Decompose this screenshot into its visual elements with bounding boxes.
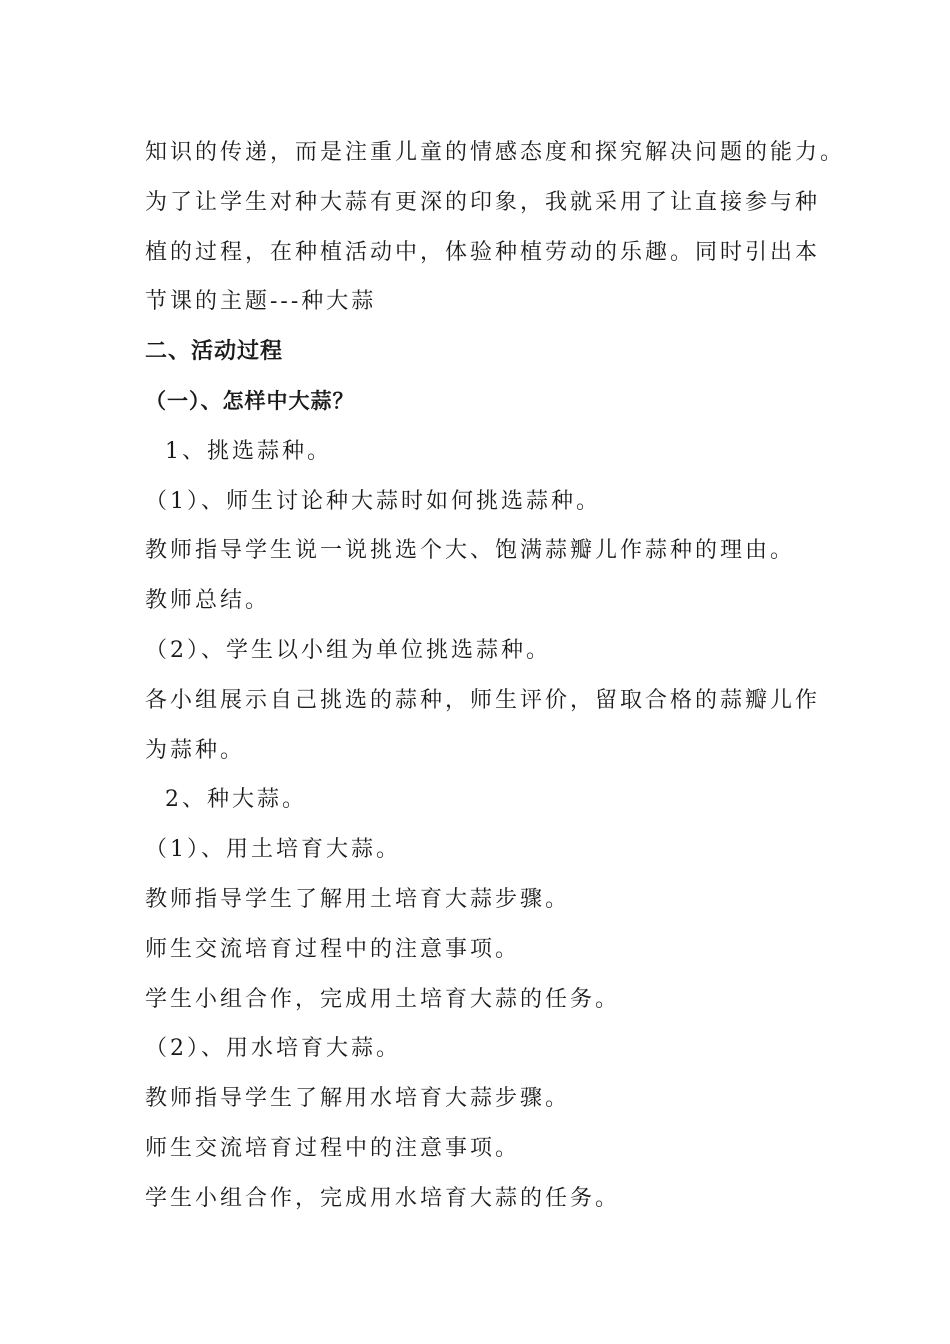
section-heading: 二、活动过程 <box>145 339 284 365</box>
paragraph-line: （2）、用水培育大蒜。 <box>145 1036 401 1062</box>
paragraph-line: 植的过程，在种植活动中，体验种植劳动的乐趣。同时引出本 <box>145 239 821 265</box>
paragraph-line: 教师指导学生了解用土培育大蒜步骤。 <box>145 886 571 912</box>
paragraph-line: 节课的主题---种大蒜 <box>145 289 377 315</box>
paragraph-line: 各小组展示自己挑选的蒜种，师生评价，留取合格的蒜瓣儿作 <box>145 687 821 713</box>
paragraph-line: 教师指导学生说一说挑选个大、饱满蒜瓣儿作蒜种的理由。 <box>145 538 796 564</box>
paragraph-line: 师生交流培育过程中的注意事项。 <box>145 1135 521 1161</box>
paragraph-line: 为了让学生对种大蒜有更深的印象，我就采用了让直接参与种 <box>145 189 821 215</box>
paragraph-line: （1）、用土培育大蒜。 <box>145 837 401 863</box>
document-body <box>145 128 846 1224</box>
paragraph-line: 为蒜种。 <box>145 737 246 763</box>
subsection-heading: （一）、怎样中大蒜？ <box>145 388 355 413</box>
paragraph-line: 教师指导学生了解用水培育大蒜步骤。 <box>145 1086 571 1112</box>
list-item: 1、挑选蒜种。 <box>165 438 332 464</box>
paragraph-line: 教师总结。 <box>145 588 271 614</box>
paragraph-line: 知识的传递，而是注重儿童的情感态度和探究解决问题的能力。 <box>145 140 846 165</box>
paragraph-line: 师生交流培育过程中的注意事项。 <box>145 936 521 962</box>
paragraph-line: （2）、学生以小组为单位挑选蒜种。 <box>145 637 551 663</box>
list-item: 2、种大蒜。 <box>165 787 307 813</box>
paragraph-line: （1）、师生讨论种大蒜时如何挑选蒜种。 <box>145 488 601 514</box>
paragraph-line: 学生小组合作，完成用土培育大蒜的任务。 <box>145 986 621 1012</box>
paragraph-line: 学生小组合作，完成用水培育大蒜的任务。 <box>145 1185 621 1211</box>
